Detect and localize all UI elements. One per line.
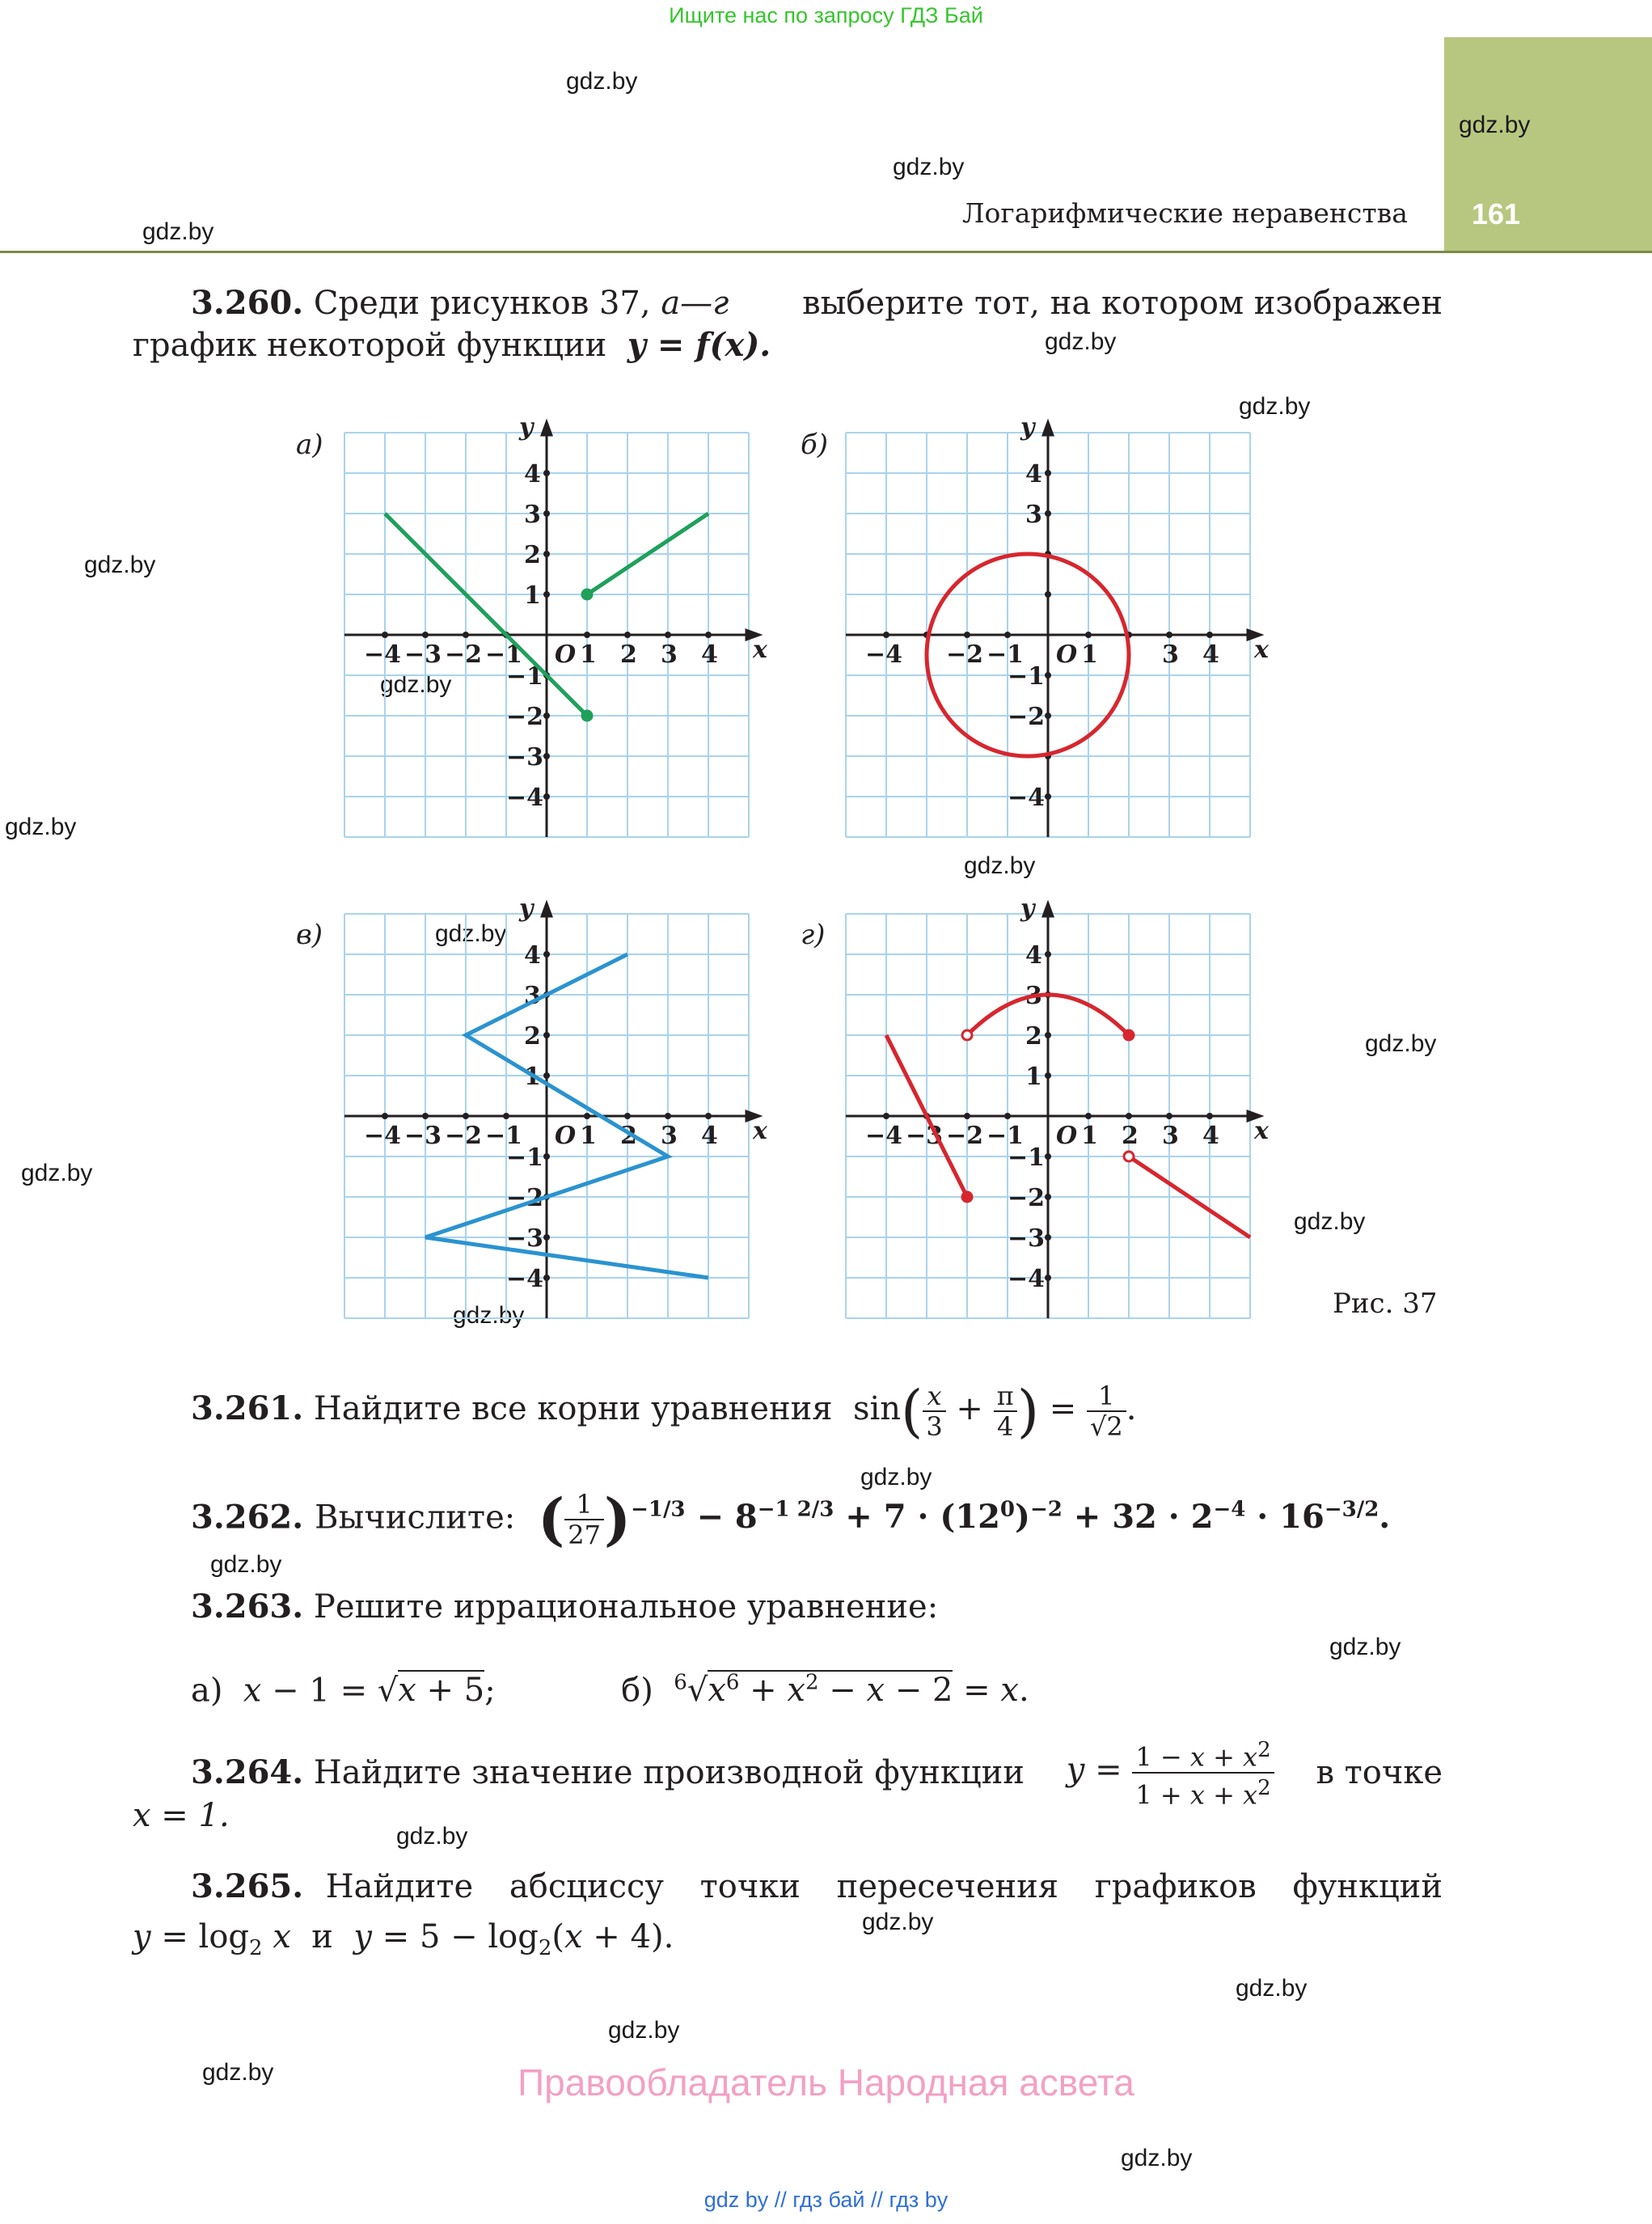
tick-dot <box>665 1113 671 1119</box>
tick-dot <box>1045 591 1051 598</box>
top-banner[interactable]: Ищите нас по запросу ГДЗ Бай <box>669 3 983 27</box>
y-tick-label: −2 <box>506 1184 544 1212</box>
closed-point <box>582 711 592 721</box>
tick-dot <box>463 632 469 638</box>
y-axis-label: y <box>519 894 534 923</box>
watermark: gdz.by <box>1294 1208 1366 1235</box>
closed-point <box>582 590 592 599</box>
y-tick-label: 3 <box>1025 982 1042 1010</box>
tick-dot <box>1045 672 1051 679</box>
tick-dot <box>543 1032 550 1038</box>
y-tick-label: −3 <box>1008 1224 1046 1253</box>
footer-links[interactable]: gdz by // гдз бай // гдз by <box>703 2188 949 2212</box>
tick-dot <box>1045 1032 1051 1038</box>
x-tick-label: 3 <box>1162 1122 1179 1150</box>
watermark: gdz.by <box>202 2059 274 2086</box>
part-a-label: а) <box>191 1672 223 1710</box>
formula: y = f(x). <box>627 326 771 364</box>
watermark: gdz.by <box>1365 1030 1437 1057</box>
x-tick-label: 3 <box>661 641 678 669</box>
x-axis-label: x <box>1254 1117 1269 1145</box>
tick-dot <box>1045 1275 1051 1281</box>
tick-dot <box>503 1113 509 1119</box>
y-tick-label: 4 <box>524 941 541 970</box>
task-text: Вычислите: <box>315 1499 516 1537</box>
tick-dot <box>1206 632 1213 638</box>
y-tick-label: 1 <box>1025 1063 1042 1091</box>
tick-dot <box>964 632 970 638</box>
tick-dot <box>382 632 388 638</box>
watermark: gdz.by <box>1459 112 1531 138</box>
x-tick-label: −4 <box>865 1122 903 1150</box>
y-tick-label: 1 <box>524 1063 541 1091</box>
graph-panel <box>344 413 768 837</box>
part-b-label: б) <box>621 1672 653 1710</box>
equation-b: $^6√x^6 + x^2 - x - 2 = x$. <box>674 1671 1029 1710</box>
task-text: а—г <box>661 285 729 322</box>
tick-dot <box>543 712 550 719</box>
task-3-262 <box>191 1486 1391 1554</box>
open-point <box>962 1030 972 1040</box>
watermark: gdz.by <box>435 920 507 947</box>
y-tick-label: 4 <box>1025 460 1042 488</box>
origin-label: O <box>1056 1122 1078 1150</box>
x-tick-label: 4 <box>701 1122 718 1150</box>
watermark: gdz.by <box>396 1823 468 1850</box>
y-axis-arrow <box>1041 900 1054 918</box>
x-tick-label: 3 <box>661 1122 678 1150</box>
y-tick-label: −4 <box>1008 784 1046 812</box>
task-3-263 <box>191 1585 938 1629</box>
x-axis-label: x <box>1254 636 1269 664</box>
y-tick-label: 4 <box>524 460 541 488</box>
x-axis-label: x <box>753 1117 767 1145</box>
tick-dot <box>1045 1153 1051 1160</box>
copyright-holder: Правообладатель Народная асвета <box>518 2061 1134 2103</box>
figure-label-b: б) <box>801 429 829 461</box>
task-text: Найдите значение производной функции <box>313 1753 1025 1791</box>
tick-dot <box>1045 470 1051 476</box>
tick-dot <box>463 1113 469 1119</box>
watermark: gdz.by <box>1239 393 1311 420</box>
tick-dot <box>1166 632 1172 638</box>
task-text: Найдите все корни уравнения <box>313 1390 833 1427</box>
function: y = $\frac{1 - x + x^2}{1 + x + x^2}$ <box>1067 1736 1274 1809</box>
x-tick-label: 2 <box>620 641 637 669</box>
graph-panel <box>344 894 768 1318</box>
tick-dot <box>883 632 889 638</box>
expression: ( $\frac{1}{27}$ )$^{-1/3} - 8^{-1 2/3} + 7 \cdot (12^0)^{-2} + 32 \cdot 2^{-4} \cdot 16^{-3/2}$. <box>538 1486 1391 1554</box>
y-tick-label: 3 <box>524 501 541 529</box>
watermark: gdz.by <box>964 852 1036 879</box>
x-tick-label: 4 <box>1202 641 1219 669</box>
tick-dot <box>1045 951 1051 958</box>
tick-dot <box>1004 1113 1011 1119</box>
y-axis-label: y <box>1020 413 1035 442</box>
tick-dot <box>665 632 671 638</box>
task-text: в точке <box>1316 1753 1443 1791</box>
equation-a: x <box>233 1672 262 1710</box>
x-tick-label: −4 <box>865 641 903 669</box>
y-tick-label: −3 <box>506 1224 544 1253</box>
task-text: выберите тот, на котором изображен <box>802 285 1443 322</box>
y-tick-label: −2 <box>506 703 544 731</box>
y-tick-label: −1 <box>506 662 544 691</box>
watermark: gdz.by <box>142 218 214 245</box>
watermark: gdz.by <box>860 1464 932 1490</box>
x-tick-label: −1 <box>485 641 523 669</box>
tick-dot <box>543 753 550 759</box>
task-3-263-parts: а) x − 1 = √x + 5; б) $^6√x^6 + x^2 - x - 2 = x$. <box>191 1671 1029 1710</box>
closed-point <box>1124 1030 1134 1040</box>
x-tick-label: −2 <box>445 641 483 669</box>
tick-dot <box>624 632 631 638</box>
task-text: график некоторой функции <box>133 327 607 364</box>
tick-dot <box>543 591 550 598</box>
task-number: 3.260. <box>191 284 304 322</box>
y-tick-label: −4 <box>1008 1265 1046 1293</box>
task-text: Среди рисунков 37, <box>313 285 651 322</box>
tick-dot <box>1085 1113 1092 1119</box>
x-tick-label: −2 <box>445 1122 483 1150</box>
equation: sin( $\frac{x}{3}$ + $\frac{\pi}{4}$ ) = $\frac{1}{√2}$ . <box>843 1378 1137 1444</box>
tick-dot <box>543 793 550 800</box>
x-tick-label: −3 <box>404 641 442 669</box>
watermark: gdz.by <box>566 68 638 95</box>
tick-dot <box>1045 712 1051 719</box>
watermark: gdz.by <box>1121 2145 1193 2171</box>
y-tick-label: 4 <box>1025 941 1042 970</box>
y-tick-label: 2 <box>524 1022 541 1051</box>
tick-dot <box>422 1113 429 1119</box>
tick-dot <box>584 1113 590 1119</box>
tick-dot <box>705 632 712 638</box>
task-3-265-line1 <box>191 1865 1443 1909</box>
tick-dot <box>543 470 550 476</box>
figure-label-v: в) <box>296 919 323 951</box>
y-tick-label: −1 <box>1008 1144 1046 1172</box>
tick-dot <box>624 1113 631 1119</box>
origin-label: O <box>555 1122 577 1150</box>
watermark: gdz.by <box>1236 1975 1308 2002</box>
x-tick-label: 1 <box>1081 1122 1098 1150</box>
tick-dot <box>1045 793 1051 800</box>
x-tick-label: −2 <box>946 1122 984 1150</box>
tick-dot <box>543 1072 550 1079</box>
origin-label: O <box>555 641 577 669</box>
y-axis-arrow <box>540 419 553 437</box>
watermark: gdz.by <box>893 154 965 180</box>
tick-dot <box>1045 510 1051 517</box>
tick-dot <box>1166 1113 1172 1119</box>
task-number: 3.265. <box>191 1867 304 1905</box>
task-text: Найдите абсциссу точки пересечения графиков функций <box>325 1868 1443 1905</box>
x-tick-label: 4 <box>701 641 718 669</box>
watermark: gdz.by <box>862 1909 934 1935</box>
tick-dot <box>883 1113 889 1119</box>
watermark: gdz.by <box>380 671 452 698</box>
task-number: 3.262. <box>191 1498 304 1537</box>
tick-dot <box>1126 1113 1132 1119</box>
watermark: gdz.by <box>5 814 77 840</box>
task-point: x = 1. <box>133 1797 230 1834</box>
tick-dot <box>422 632 429 638</box>
y-axis-label: y <box>1020 894 1035 923</box>
tick-dot <box>382 1113 388 1119</box>
y-axis-arrow <box>540 900 553 918</box>
y-tick-label: −1 <box>1008 662 1046 691</box>
y-tick-label: −2 <box>1008 703 1046 731</box>
tick-dot <box>584 632 590 638</box>
x-axis-label: x <box>753 636 767 664</box>
graph-panel <box>846 894 1270 1318</box>
x-tick-label: −2 <box>946 641 984 669</box>
y-tick-label: −2 <box>1008 1184 1046 1212</box>
watermark: gdz.by <box>1329 1634 1401 1660</box>
tick-dot <box>543 551 550 557</box>
watermark: gdz.by <box>21 1160 93 1186</box>
x-tick-label: 2 <box>1122 1122 1139 1150</box>
running-title: Логарифмические неравенства <box>962 197 1408 229</box>
x-tick-label: −4 <box>364 1122 402 1150</box>
y-tick-label: 2 <box>524 541 541 569</box>
y-tick-label: −1 <box>506 1144 544 1172</box>
watermark: gdz.by <box>84 552 156 578</box>
tick-dot <box>543 1153 550 1160</box>
origin-label: O <box>1056 641 1078 669</box>
y-tick-label: −4 <box>506 784 544 812</box>
tick-dot <box>1004 632 1011 638</box>
tick-dot <box>1045 1072 1051 1079</box>
x-tick-label: 4 <box>1202 1122 1219 1150</box>
x-tick-label: −1 <box>485 1122 523 1150</box>
y-tick-label: 3 <box>524 982 541 1010</box>
tick-dot <box>543 510 550 517</box>
figure-label-g: г) <box>801 919 826 951</box>
task-number: 3.261. <box>191 1389 304 1427</box>
task-number: 3.263. <box>191 1588 304 1626</box>
y-tick-label: 2 <box>1025 1022 1042 1051</box>
x-tick-label: −1 <box>987 641 1025 669</box>
figure-label-a: а) <box>296 429 323 461</box>
tick-dot <box>1045 1234 1051 1241</box>
figure-caption: Рис. 37 <box>1333 1287 1438 1320</box>
x-tick-label: 2 <box>620 1122 637 1150</box>
y-tick-label: 3 <box>1025 501 1042 529</box>
x-tick-label: 1 <box>580 641 597 669</box>
x-tick-label: 1 <box>1081 641 1098 669</box>
tick-dot <box>705 1113 712 1119</box>
closed-point <box>962 1192 972 1202</box>
y-axis-arrow <box>1041 419 1054 437</box>
tick-dot <box>964 1113 970 1119</box>
tick-dot <box>543 951 550 958</box>
x-tick-label: 1 <box>580 1122 597 1150</box>
graph-panel <box>846 413 1270 837</box>
open-point <box>1124 1152 1134 1161</box>
tick-dot <box>543 1234 550 1241</box>
task-3-265-line2 <box>133 1915 674 1970</box>
task-number: 3.264. <box>191 1753 304 1791</box>
functions: $y = \log_2 x$ и $y = 5 - \log_2(x + 4)$. <box>133 1918 674 1960</box>
graph-segment <box>385 514 587 716</box>
task-3-261 <box>191 1378 1137 1444</box>
watermark: gdz.by <box>608 2017 680 2044</box>
tick-dot <box>543 1275 550 1281</box>
task-3-264-line1 <box>191 1736 1443 1809</box>
task-text: Решите иррациональное уравнение: <box>313 1588 939 1626</box>
x-tick-label: −1 <box>987 1122 1025 1150</box>
y-axis-label: y <box>519 413 534 442</box>
x-tick-label: −3 <box>906 1122 944 1150</box>
tick-dot <box>1206 1113 1213 1119</box>
watermark: gdz.by <box>453 1302 525 1329</box>
x-tick-label: −4 <box>364 641 402 669</box>
tick-dot <box>1085 632 1092 638</box>
y-tick-label: −4 <box>506 1265 544 1293</box>
x-tick-label: −3 <box>404 1122 442 1150</box>
watermark: gdz.by <box>210 1551 282 1578</box>
y-tick-label: −3 <box>506 743 544 772</box>
tick-dot <box>1045 1194 1051 1200</box>
y-tick-label: 1 <box>524 581 541 610</box>
watermark: gdz.by <box>1045 328 1117 355</box>
page-number: 161 <box>1472 197 1521 230</box>
x-tick-label: 3 <box>1162 641 1179 669</box>
